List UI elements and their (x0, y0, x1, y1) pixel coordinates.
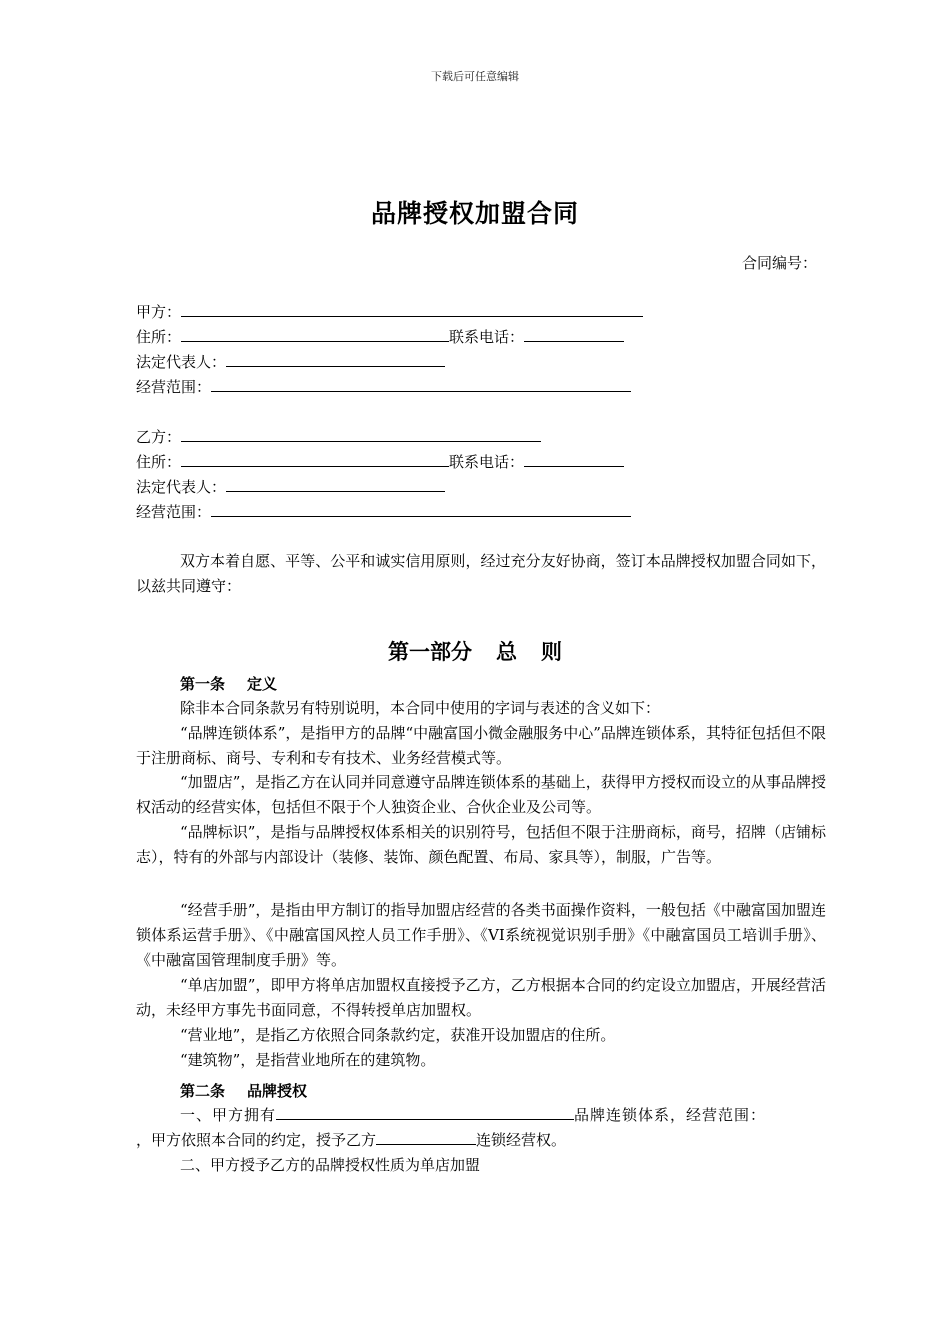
article-2-clause-1-cont (136, 1128, 826, 1153)
party-a-rep-blank[interactable] (226, 350, 445, 367)
party-a-scope-label: 经营范围： (136, 378, 212, 396)
party-a-phone-label: 联系电话： (449, 328, 525, 346)
party-a-rep-field[interactable] (136, 350, 445, 372)
party-b-scope-blank[interactable] (211, 500, 631, 517)
article-2-title: 品牌授权 (247, 1082, 308, 1100)
section-word-1: 总 (496, 640, 517, 664)
party-b-phone-label: 联系电话： (449, 453, 525, 471)
party-a-rep-label: 法定代表人： (136, 353, 227, 371)
party-a-scope-field[interactable] (136, 375, 631, 397)
contract-number-label: 合同编号： (741, 254, 817, 272)
party-a-scope-blank[interactable] (211, 375, 631, 392)
party-b-phone-blank[interactable] (524, 450, 624, 467)
party-b-scope-field[interactable] (136, 500, 631, 522)
article-1-para-1: “品牌连锁体系”，是指甲方的品牌“中融富国小微金融服务中心”品牌连锁体系，其特征包括但不限于注册商标、商号、专利和专有技术、业务经营模式等。 (136, 724, 826, 767)
section-part-label: 第一部分 (388, 640, 472, 664)
party-a-phone-blank[interactable] (524, 325, 624, 342)
article-1-title: 定义 (247, 675, 278, 693)
article-1-para-2: “加盟店”，是指乙方在认同并同意遵守品牌连锁体系的基础上，获得甲方授权而设立的从事品牌授权活动的经营实体，包括但不限于个人独资企业、合伙企业及公司等。 (136, 773, 826, 816)
article-2-number: 第二条 (180, 1082, 226, 1100)
party-b-address-label: 住所： (136, 453, 182, 471)
article-2-clause-1 (136, 1103, 826, 1128)
party-a-name-label: 甲方： (136, 303, 182, 321)
party-b-name-blank[interactable] (181, 425, 541, 442)
article-1-para-0: 除非本合同条款另有特别说明，本合同中使用的字词与表述的含义如下： (180, 699, 661, 717)
party-a-name-field[interactable] (136, 300, 643, 322)
party-b-rep-label: 法定代表人： (136, 478, 227, 496)
article-2-clause-2: 二、甲方授予乙方的品牌授权性质为单店加盟 (180, 1156, 481, 1174)
party-a-address-field[interactable] (136, 325, 624, 347)
party-b-address-field[interactable] (136, 450, 624, 472)
party-b-scope-label: 经营范围： (136, 503, 212, 521)
article-1-para-7: “建筑物”，是指营业地所在的建筑物。 (180, 1051, 436, 1069)
article-2-clause-1-b: 品牌连锁体系，经营范围： (574, 1106, 767, 1124)
party-a-name-blank[interactable] (181, 300, 643, 317)
party-b-name-field[interactable] (136, 425, 541, 447)
party-b-name-label: 乙方： (136, 428, 182, 446)
section-title (0, 636, 950, 666)
party-a-address-blank[interactable] (181, 325, 449, 342)
document-title: 品牌授权加盟合同 (370, 199, 579, 228)
article-2-clause-1-c: ，甲方依照本合同的约定，授予乙方 (136, 1131, 377, 1149)
article-1-para-4: “经营手册”，是指由甲方制订的指导加盟店经营的各类书面操作资料，一般包括《中融富国加盟连锁体系运营手册》、《中融富国风控人员工作手册》、《VI系统视觉识别手册》《中融富国员工培训手册》、《中融富国管理制度手册》等。 (136, 901, 826, 969)
party-b-rep-blank[interactable] (226, 475, 445, 492)
intro-paragraph: 双方本着自愿、平等、公平和诚实信用原则，经过充分友好协商，签订本品牌授权加盟合同如下，以兹共同遵守： (136, 552, 826, 595)
party-b-address-blank[interactable] (181, 450, 449, 467)
party-a-address-label: 住所： (136, 328, 182, 346)
article-2-clause-1-a: 一、甲方拥有 (180, 1106, 277, 1124)
article-1-para-5: “单店加盟”，即甲方将单店加盟权直接授予乙方，乙方根据本合同的约定设立加盟店，开展经营活动，未经甲方事先书面同意，不得转授单店加盟权。 (136, 976, 826, 1019)
article-2-clause-1-d: 连锁经营权。 (476, 1131, 567, 1149)
article-2-heading (180, 1080, 307, 1101)
party-b-rep-field[interactable] (136, 475, 445, 497)
article-1-heading (180, 673, 277, 694)
header-note: 下载后可任意编辑 (431, 70, 519, 83)
article-1-para-6: “营业地”，是指乙方依照合同条款约定，获准开设加盟店的住所。 (180, 1026, 616, 1044)
article-2-grant-blank[interactable] (376, 1128, 476, 1145)
article-1-number: 第一条 (180, 675, 226, 693)
article-2-brand-blank[interactable] (276, 1103, 574, 1120)
article-1-para-3: “品牌标识”，是指与品牌授权体系相关的识别符号，包括但不限于注册商标，商号，招牌（店铺标志），特有的外部与内部设计（装修、装饰、颜色配置、布局、家具等），制服，广告等。 (136, 823, 826, 866)
section-word-2: 则 (541, 640, 562, 664)
